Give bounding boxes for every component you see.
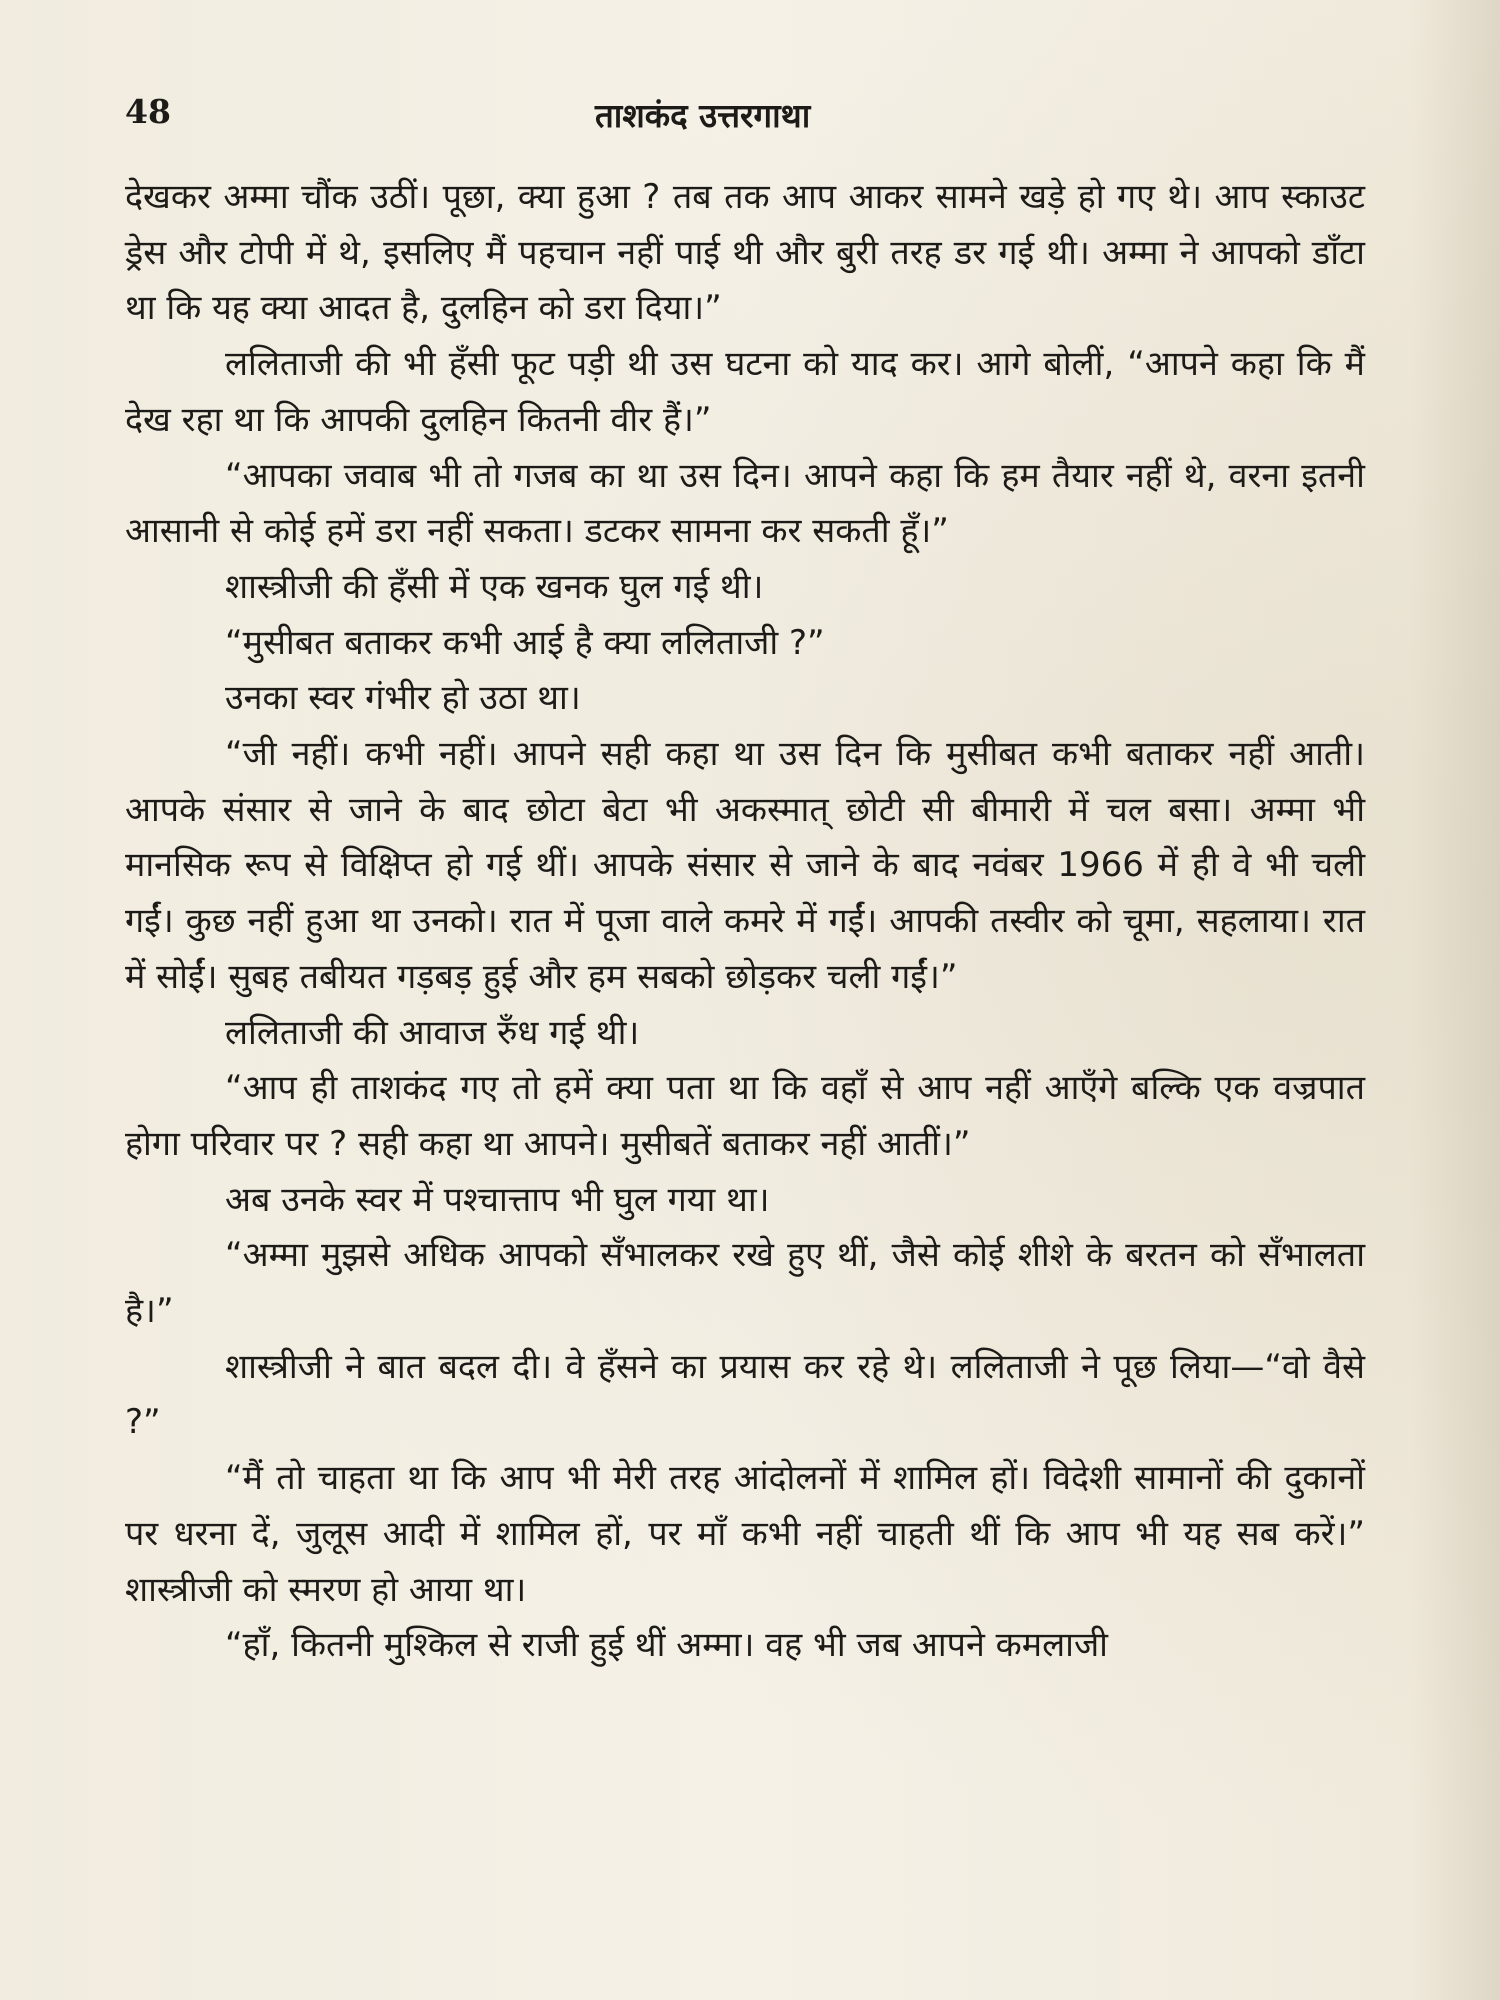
paragraph: अब उनके स्वर में पश्चात्ताप भी घुल गया था। [225, 1179, 770, 1220]
paragraph: ललिताजी की भी हँसी फूट पड़ी थी उस घटना को याद कर। आगे बोलीं, “आपने कहा कि मैं देख रहा था कि आपकी दुलहिन कितनी वीर हैं।” [125, 344, 1365, 440]
paragraph: “अम्मा मुझसे अधिक आपको सँभालकर रखे हुए थीं, जैसे कोई शीशे के बरतन को सँभालता है।” [125, 1235, 1365, 1332]
page-number: 48 [125, 92, 171, 131]
paragraph: “मुसीबत बताकर कभी आई है क्या ललिताजी ?” [225, 622, 825, 663]
page-edge-shadow [1410, 0, 1500, 2000]
paragraph: ललिताजी की आवाज रुँध गई थी। [225, 1012, 640, 1053]
running-title: ताशकंद उत्तरगाथा [595, 96, 811, 135]
paragraph: देखकर अम्मा चौंक उठीं। पूछा, क्या हुआ ? तब तक आप आकर सामने खड़े हो गए थे। आप स्काउट ड्रेस और टोपी में थे, इसलिए मैं पहचान नहीं पाई थी और बुरी तरह डर गई थी। अम्मा ने आपको डाँटा था कि यह क्या आदत है, दुलहिन को डरा दिया।” [125, 177, 1365, 329]
paragraph: “जी नहीं। कभी नहीं। आपने सही कहा था उस दिन कि मुसीबत कभी बताकर नहीं आती। आपके संसार से जाने के बाद छोटा बेटा भी अकस्मात् छोटी सी बीमारी में चल बसा। अम्मा भी मानसिक रूप से विक्षिप्त हो गई थीं। आपके संसार से जाने के बाद नवंबर 1966 में ही वे भी चली गईं। कुछ नहीं हुआ था उनको। रात में पूजा वाले कमरे में गईं। आपकी तस्वीर को चूमा, सहलाया। रात में सोईं। सुबह तबीयत गड़बड़ हुई और हम सबको छोड़कर चली गईं।” [125, 734, 1365, 997]
paragraph: “मैं तो चाहता था कि आप भी मेरी तरह आंदोलनों में शामिल हों। विदेशी सामानों की दुकानों पर धरना दें, जुलूस आदी में शामिल हों, पर माँ कभी नहीं चाहती थीं कि आप भी यह सब करें।” शास्त्रीजी को स्मरण हो आया था। [125, 1458, 1365, 1610]
paragraph: “हाँ, कितनी मुश्किल से राजी हुई थीं अम्मा। वह भी जब आपने कमलाजी [225, 1625, 1108, 1666]
paragraph: शास्त्रीजी की हँसी में एक खनक घुल गई थी। [225, 566, 764, 607]
paragraph: उनका स्वर गंभीर हो उठा था। [225, 678, 581, 719]
paragraph: “आप ही ताशकंद गए तो हमें क्या पता था कि वहाँ से आप नहीं आएँगे बल्कि एक वज्रपात होगा परिवार पर ? सही कहा था आपने। मुसीबतें बताकर नहीं आतीं।” [125, 1068, 1365, 1164]
paragraph: “आपका जवाब भी तो गजब का था उस दिन। आपने कहा कि हम तैयार नहीं थे, वरना इतनी आसानी से कोई हमें डरा नहीं सकता। डटकर सामना कर सकती हूँ।” [125, 455, 1365, 552]
page-header [125, 92, 1375, 136]
body-text [125, 170, 1365, 1674]
paragraph: शास्त्रीजी ने बात बदल दी। वे हँसने का प्रयास कर रहे थे। ललिताजी ने पूछ लिया—“वो वैसे ?” [125, 1346, 1365, 1443]
